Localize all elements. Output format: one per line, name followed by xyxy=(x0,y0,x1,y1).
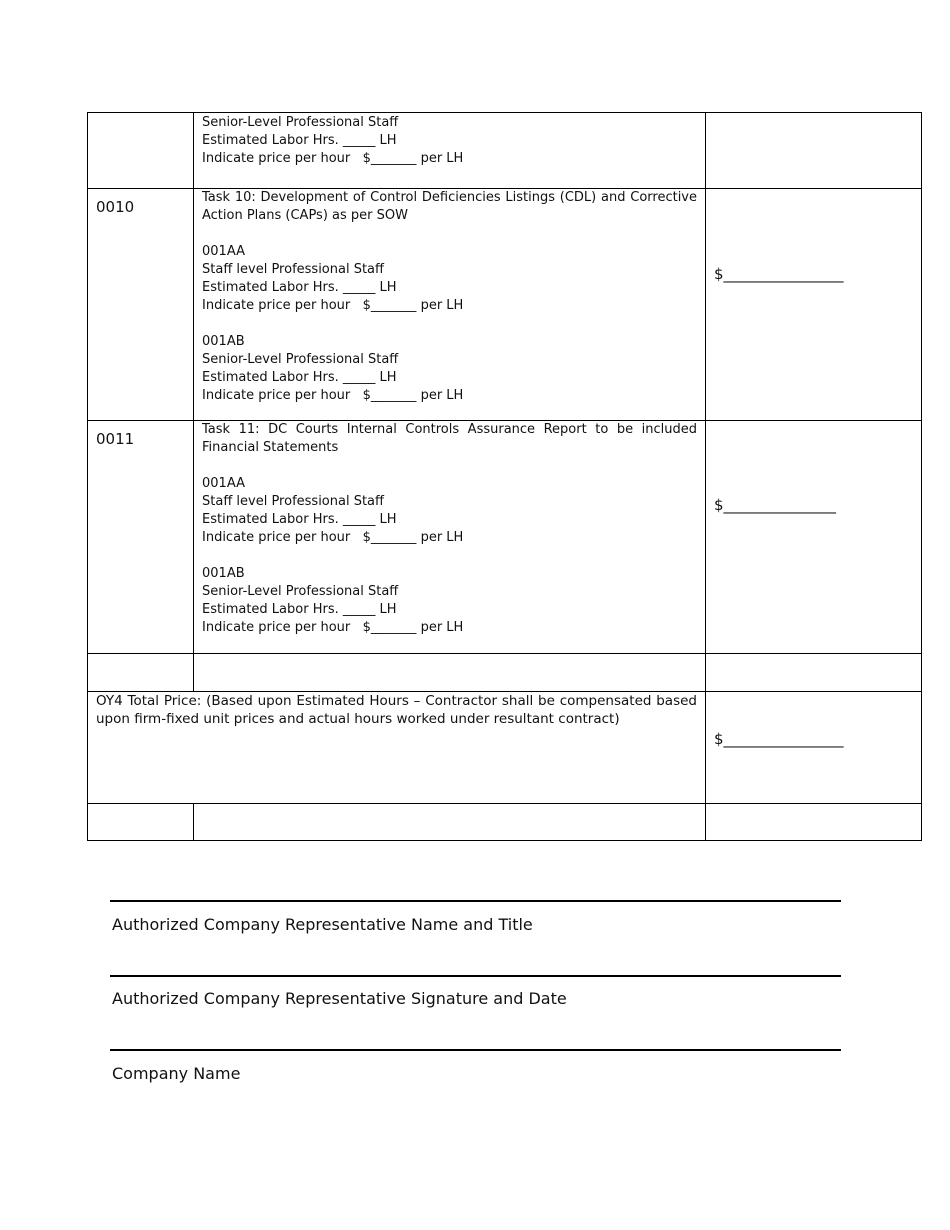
table-row xyxy=(88,421,922,654)
labor-hours: Estimated Labor Hrs. _____ LH xyxy=(202,602,397,617)
empty-cell xyxy=(194,804,706,841)
pricing-table xyxy=(87,112,922,841)
name-title-label: Authorized Company Representative Name and Title xyxy=(112,915,533,934)
staff-role: Staff level Professional Staff xyxy=(202,262,384,277)
signature-line[interactable] xyxy=(110,1049,841,1051)
labor-hours: Estimated Labor Hrs. _____ LH xyxy=(202,370,397,385)
sub-clin-code: 001AB xyxy=(202,566,245,581)
table-row xyxy=(88,113,922,189)
staff-role: Staff level Professional Staff xyxy=(202,494,384,509)
clin-cell xyxy=(88,113,194,189)
task-title: Task 11: DC Courts Internal Controls Assurance Report to be included Financial Statements xyxy=(202,422,697,455)
company-name-label: Company Name xyxy=(112,1064,241,1083)
empty-cell xyxy=(88,654,194,692)
table-row xyxy=(88,189,922,421)
staff-role: Senior-Level Professional Staff xyxy=(202,115,399,130)
description-cell xyxy=(194,189,706,421)
empty-cell xyxy=(706,804,922,841)
sub-clin-code: 001AA xyxy=(202,476,245,491)
clin-number: 0010 xyxy=(88,189,194,421)
description-cell xyxy=(194,113,706,189)
staff-role: Senior-Level Professional Staff xyxy=(202,584,399,599)
hourly-rate: Indicate price per hour $_______ per LH xyxy=(202,298,464,313)
task-title: Task 10: Development of Control Deficiencies Listings (CDL) and Corrective Action Plans (CAPs) as per SOW xyxy=(202,190,697,223)
total-price-label: OY4 Total Price: (Based upon Estimated Hours – Contractor shall be compensated based upon firm-fixed unit prices and actual hours worked under resultant contract) xyxy=(88,692,706,804)
empty-cell xyxy=(706,654,922,692)
labor-hours: Estimated Labor Hrs. _____ LH xyxy=(202,133,397,148)
labor-hours: Estimated Labor Hrs. _____ LH xyxy=(202,280,397,295)
price-cell: $_______________ xyxy=(706,421,922,654)
price-cell xyxy=(706,113,922,189)
table-row xyxy=(88,804,922,841)
hourly-rate: Indicate price per hour $_______ per LH xyxy=(202,620,464,635)
description-cell xyxy=(194,421,706,654)
signature-line[interactable] xyxy=(110,900,841,902)
sub-clin-code: 001AB xyxy=(202,334,245,349)
sub-clin-code: 001AA xyxy=(202,244,245,259)
hourly-rate: Indicate price per hour $_______ per LH xyxy=(202,151,464,166)
price-cell: $________________ xyxy=(706,189,922,421)
labor-hours: Estimated Labor Hrs. _____ LH xyxy=(202,512,397,527)
staff-role: Senior-Level Professional Staff xyxy=(202,352,399,367)
signature-line[interactable] xyxy=(110,975,841,977)
empty-cell xyxy=(194,654,706,692)
clin-number: 0011 xyxy=(88,421,194,654)
total-price-cell: $________________ xyxy=(706,692,922,804)
empty-cell xyxy=(88,804,194,841)
hourly-rate: Indicate price per hour $_______ per LH xyxy=(202,388,464,403)
total-row xyxy=(88,692,922,804)
signature-date-label: Authorized Company Representative Signature and Date xyxy=(112,989,567,1008)
table-row xyxy=(88,654,922,692)
hourly-rate: Indicate price per hour $_______ per LH xyxy=(202,530,464,545)
